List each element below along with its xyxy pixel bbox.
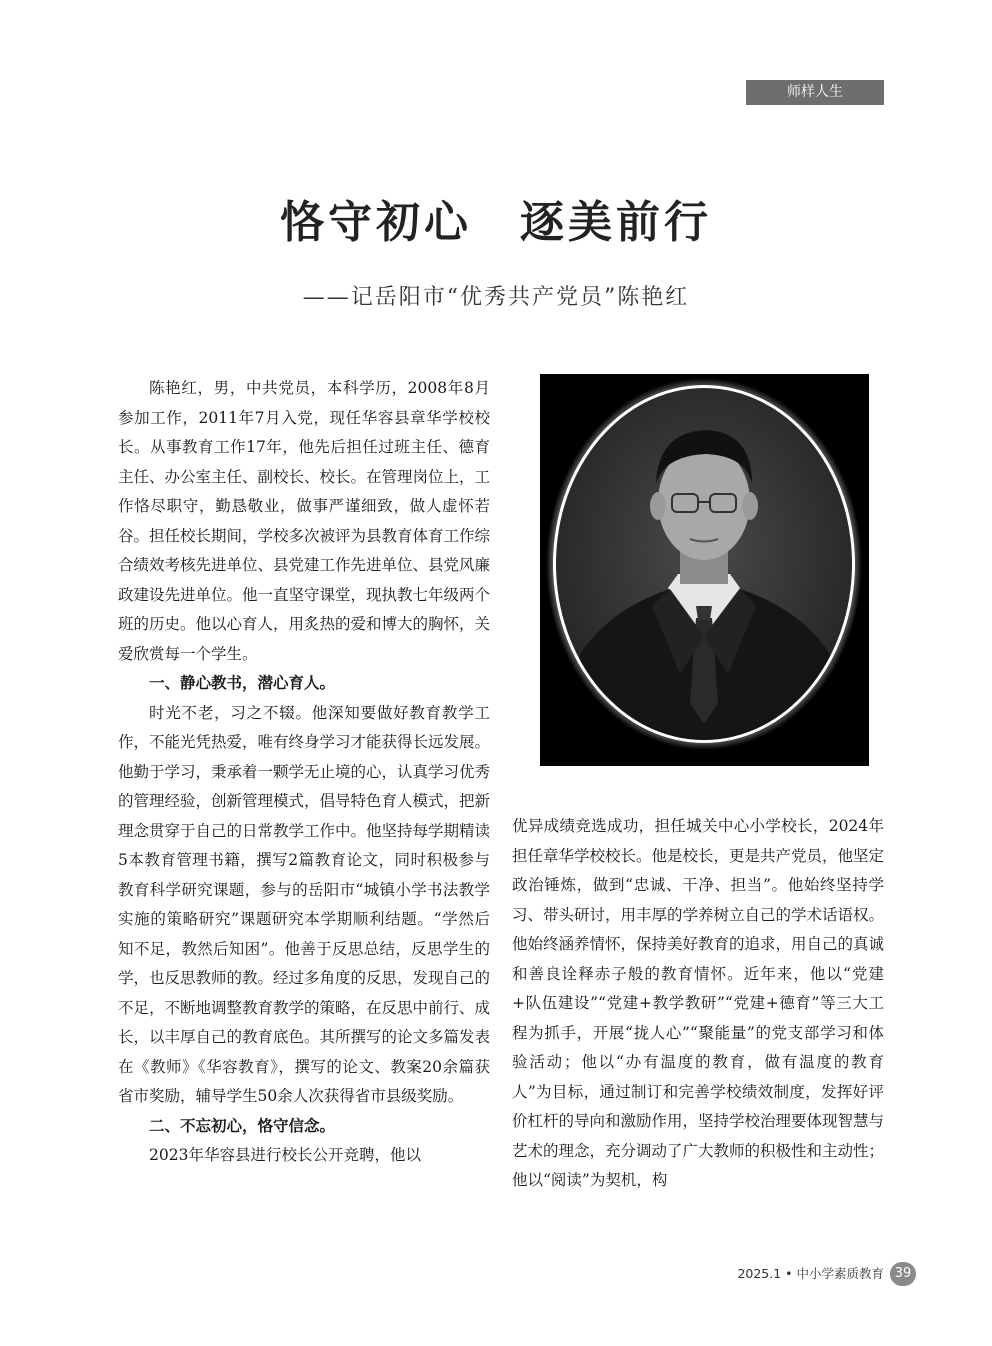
- section-1-paragraph: 时光不老，习之不辍。他深知要做好教育教学工作，不能光凭热爱，唯有终身学习才能获得长远发展。他勤于学习，秉承着一颗学无止境的心，认真学习优秀的管理经验，创新管理模式，倡导特色育人模式，把新理念贯穿于自己的日常教学工作中。他坚持每学期精读5本教育管理书籍，撰写2篇教育论文，同时积极参与教育科学研究课题，参与的岳阳市“城镇小学书法教学实施的策略研究”课题研究本学期顺利结题。“学然后知不足，教然后知困”。他善于反思总结，反思学生的学，也反思教师的教。经过多角度的反思，发现自己的不足，不断地调整教育教学的策略，在反思中前行、成长，以丰厚自己的教育底色。其所撰写的论文多篇发表在《教师》《华容教育》，撰写的论文、教案20余篇获省市奖励，辅导学生50余人次获得省市县级奖励。: [118, 703, 491, 1105]
- left-column: [118, 374, 490, 1171]
- article-title: 恪守初心 逐美前行: [280, 197, 712, 248]
- right-column: [512, 812, 884, 1196]
- intro-paragraph: 陈艳红，男，中共党员，本科学历，2008年8月参加工作，2011年7月入党，现任华容县章华学校校长。从事教育工作17年，他先后担任过班主任、德育主任、办公室主任、副校长、校长。在管理岗位上，工作恪尽职守，勤恳敬业，做事严谨细致，做人虚怀若谷。担任校长期间，学校多次被评为县教育体育工作综合绩效考核先进单位、县党建工作先进单位、县党风廉政建设先进单位。他一直坚守课堂，现执教七年级两个班的历史。他以心育人，用炙热的爱和博大的胸怀，关爱欣赏每一个学生。: [118, 379, 491, 663]
- section-heading-1: 一、静心教书，潜心育人。: [149, 674, 336, 692]
- portrait-image: [540, 374, 869, 766]
- section-heading-2: 二、不忘初心，恪守信念。: [149, 1116, 336, 1135]
- portrait-photo: [540, 374, 869, 766]
- footer-issue: 2025.1 • 中小学素质教育: [737, 1266, 884, 1281]
- section-tag: 师样人生: [746, 80, 884, 105]
- section-2-paragraph-start: 2023年华容县进行校长公开竞聘，他以: [149, 1146, 421, 1164]
- section-2-paragraph-continued: 优异成绩竞选成功，担任城关中心小学校长，2024年担任章华学校校长。他是校长，更是共产党员，他坚定政治锤炼，做到“忠诚、干净、担当”。他始终坚持学习、带头研讨，用丰厚的学养树立自己的学术话语权。他始终涵养情怀，保持美好教育的追求，用自己的真诚和善良诠释赤子般的教育情怀。近年来，他以“党建+队伍建设”“党建+教学教研”“党建+德育”等三大工程为抓手，开展“拢人心”“聚能量”的党支部学习和体验活动；他以“办有温度的教育，做有温度的教育人”为目标，通过制订和完善学校绩效制度，发挥好评价杠杆的导向和激励作用，坚持学校治理要体现智慧与艺术的理念，充分调动了广大教师的积极性和主动性；他以“阅读”为契机，构: [512, 817, 885, 1189]
- article-subtitle: ——记岳阳市“优秀共产党员”陈艳红: [302, 285, 690, 310]
- page-number: 39: [890, 1262, 916, 1286]
